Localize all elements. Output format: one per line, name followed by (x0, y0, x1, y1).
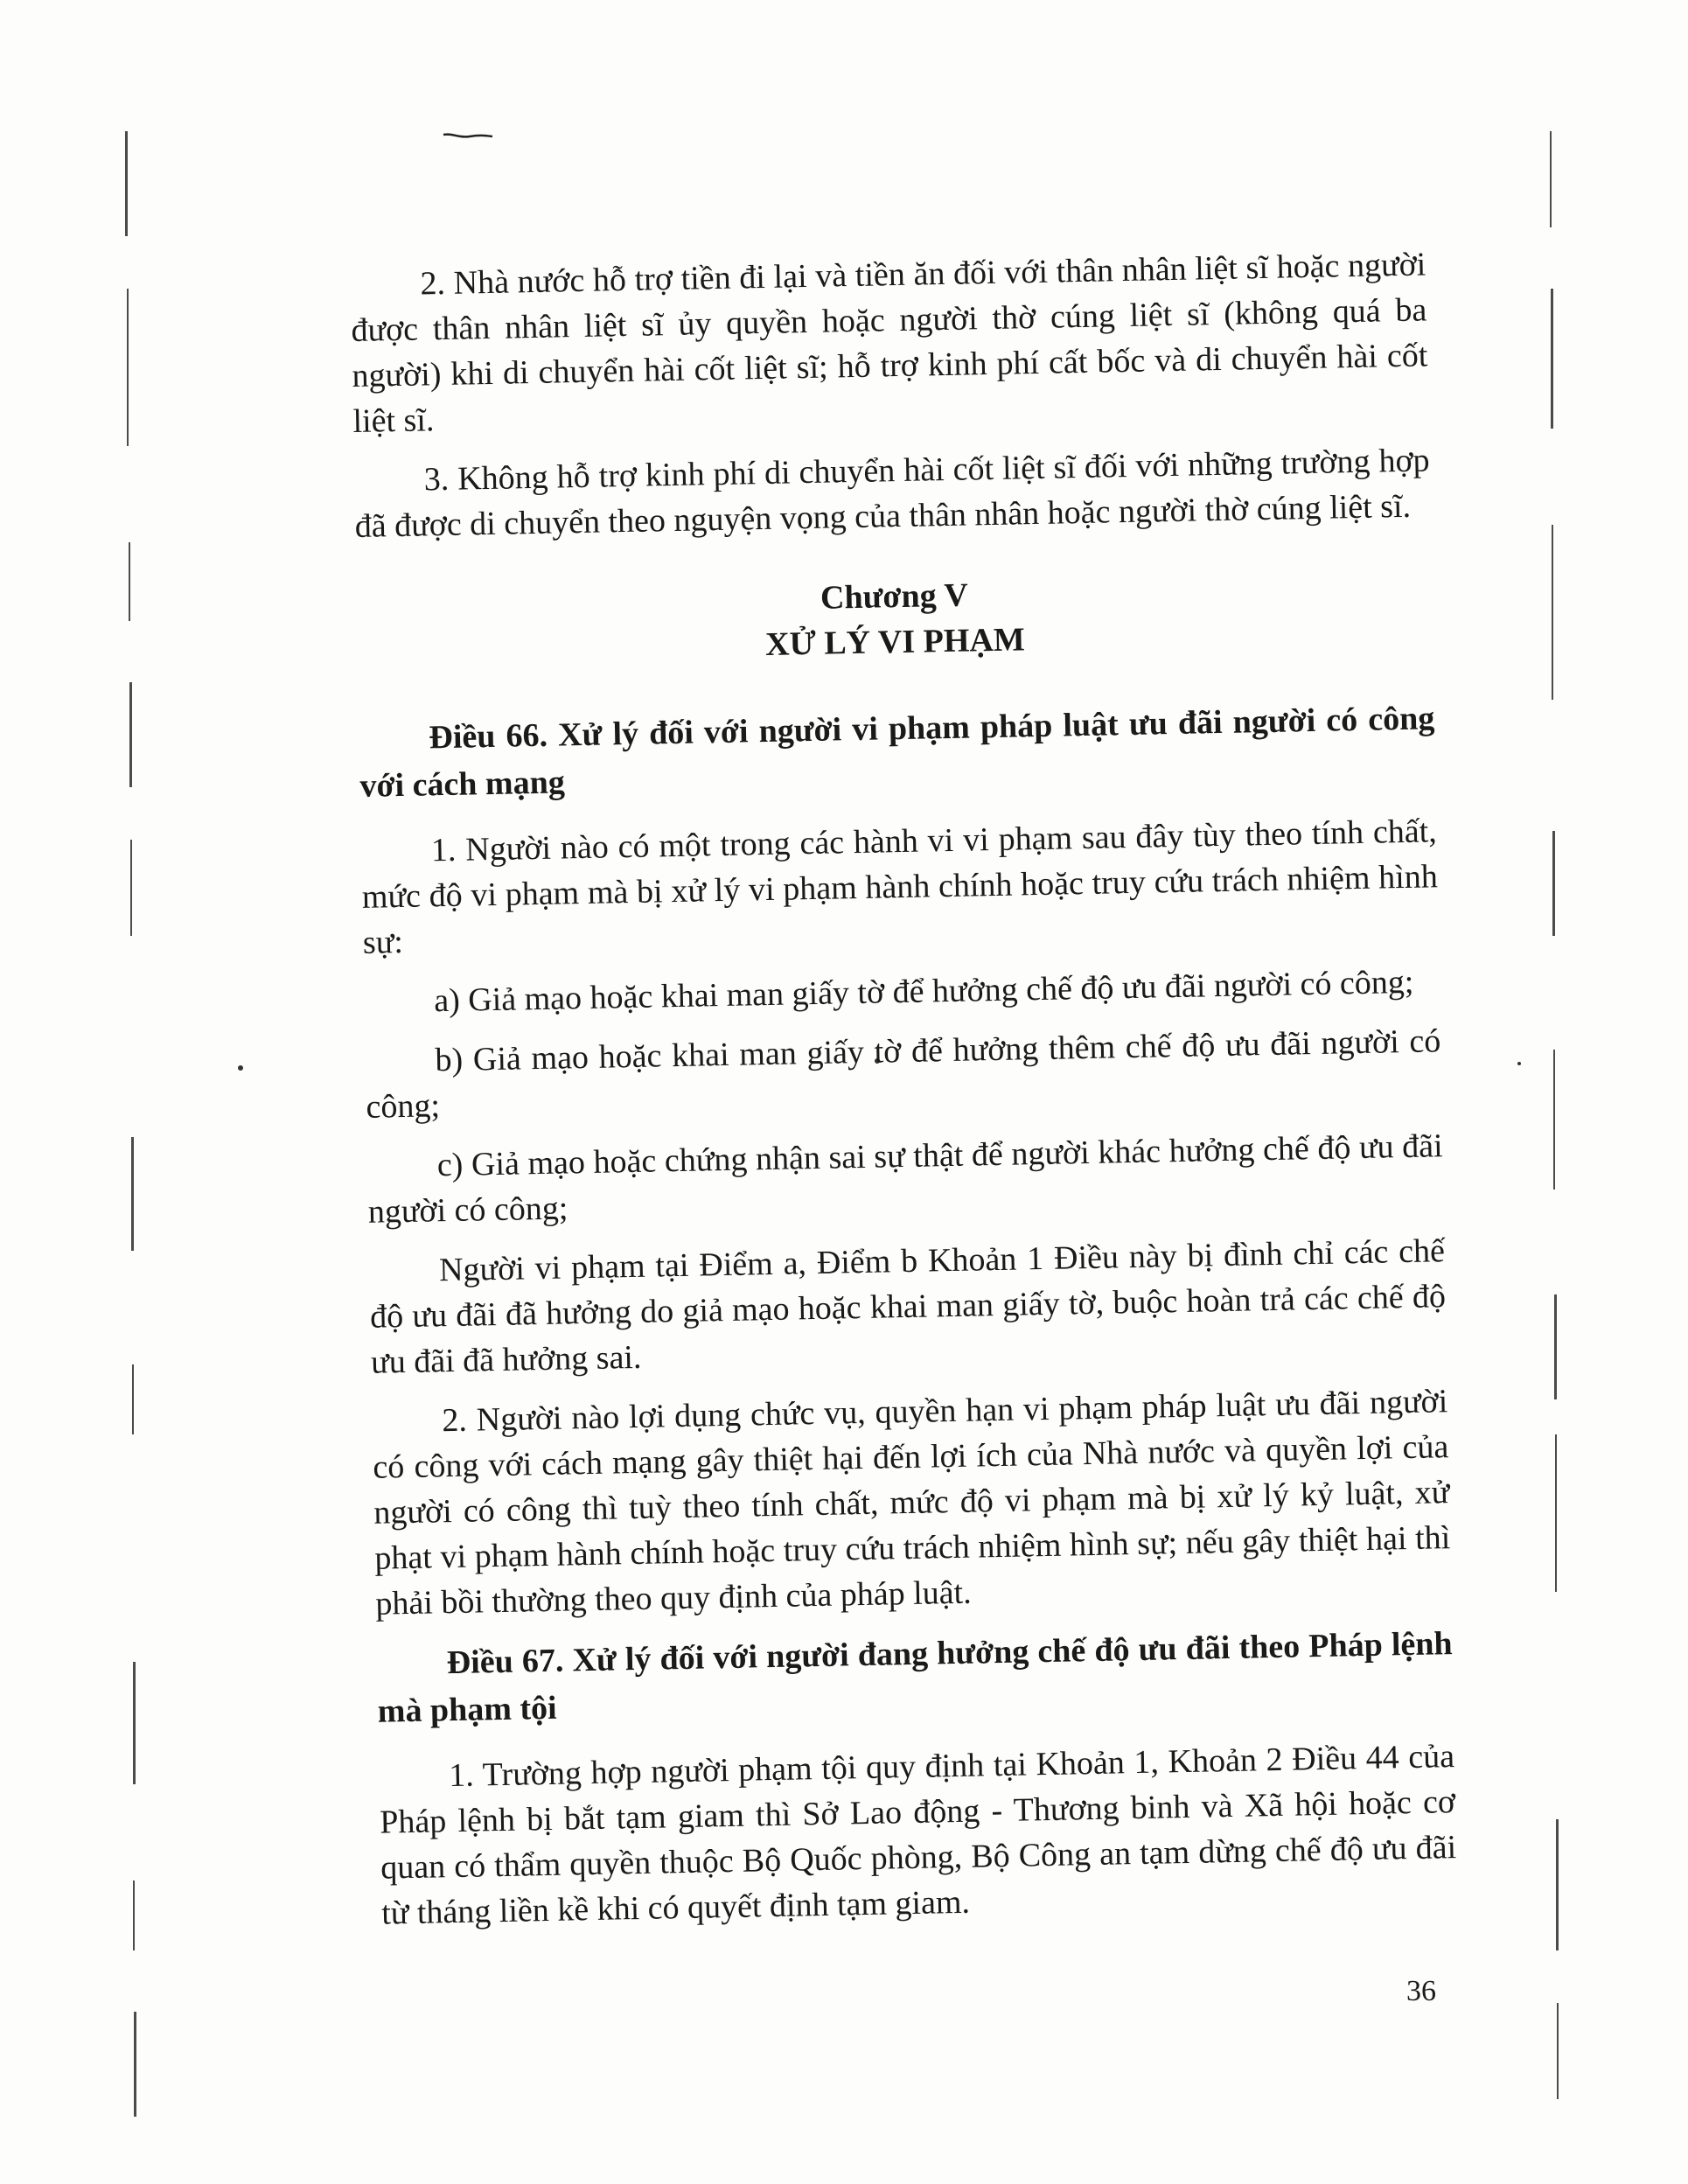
article-66-point-c: c) Giả mạo hoặc chứng nhận sai sự thật để người khác hưởng chế độ ưu đãi người có công; (367, 1127, 1444, 1231)
article-66-heading: Điều 66. Xử lý đối với người vi phạm pháp luật ưu đãi người có công với cách mạng (359, 700, 1435, 805)
article-66-note: Người vi phạm tại Điểm a, Điểm b Khoản 1 Điều này bị đình chỉ các chế độ ưu đãi đã hưởng do giả mạo hoặc khai man giấy tờ, buộc hoàn trả các chế độ ưu đãi đã hưởng sai. (369, 1232, 1447, 1381)
scan-margin-left-line (131, 1137, 134, 1251)
scan-dot (1517, 1062, 1521, 1065)
scan-margin-left-line (132, 1364, 134, 1434)
scan-dot (238, 1065, 243, 1071)
article-66-clause-2: 2. Người nào lợi dụng chức vụ, quyền hạn vi phạm pháp luật ưu đãi người có công với cách mạng gây thiệt hại đến lợi ích của Nhà nước và quyền lợi của người có công thì tuỳ theo tính chất, mức độ vi phạm mà bị xử lý kỷ luật, xử phạt vi phạm hành chính hoặc truy cứu trách nhiệm hình sự; nếu gây thiệt hại thì phải bồi thường theo quy định của pháp luật. (373, 1383, 1451, 1622)
scan-margin-left-line (133, 1880, 135, 1950)
scan-margin-right-line (1554, 1294, 1557, 1399)
document-body (350, 241, 1458, 1950)
scan-margin-right-line (1555, 1434, 1557, 1592)
scan-margin-left-line (125, 131, 128, 236)
scan-margin-left-line (129, 542, 130, 621)
article-67-clause-1: 1. Trường hợp người phạm tội quy định tại Khoản 1, Khoản 2 Điều 44 của Pháp lệnh bị bắt tạm giam thì Sở Lao động - Thương binh và Xã hội hoặc cơ quan có thẩm quyền thuộc Bộ Quốc phòng, Bộ Công an tạm dừng chế độ ưu đãi từ tháng liền kề khi có quyết định tạm giam. (379, 1738, 1457, 1932)
scan-margin-right-line (1551, 289, 1553, 429)
article-67-heading: Điều 67. Xử lý đối với người đang hưởng chế độ ưu đãi theo Pháp lệnh mà phạm tội (377, 1625, 1453, 1730)
article-66-point-a: a) Giả mạo hoặc khai man giấy tờ để hưởng chế độ ưu đãi người có công; (433, 963, 1414, 1020)
scan-margin-left-line (134, 2012, 136, 2117)
scan-margin-right-line (1552, 525, 1553, 700)
scan-margin-left-line (133, 1662, 136, 1784)
article-66-point-b: b) Giả mạo hoặc khai man giấy tờ để hưởng thêm chế độ ưu đãi người có công; (366, 1022, 1441, 1126)
scan-margin-right-line (1556, 1819, 1559, 1950)
article-66-clause-1: 1. Người nào có một trong các hành vi vi phạm sau đây tùy theo tính chất, mức độ vi phạm mà bị xử lý vi phạm hành chính hoặc truy cứu trách nhiệm hình sự: (361, 813, 1439, 961)
paragraph-3-no-support: 3. Không hỗ trợ kinh phí di chuyển hài cốt liệt sĩ đối với những trường hợp đã được di chuyển theo nguyện vọng của thân nhân hoặc người thờ cúng liệt sĩ. (354, 442, 1430, 545)
scan-margin-right-line (1550, 131, 1552, 227)
scan-margin-left-line (129, 682, 132, 787)
scan-margin-right-line (1557, 2003, 1559, 2099)
scan-margin-left-line (127, 289, 129, 446)
paragraph-2-support: 2. Nhà nước hỗ trợ tiền đi lại và tiền ăn đối với thân nhân liệt sĩ hoặc người được thân nhân liệt sĩ ủy quyền hoặc người thờ cúng liệt sĩ (không quá ba người) khi di chuyển hài cốt liệt sĩ; hỗ trợ kinh phí cất bốc và di chuyển hài cốt liệt sĩ. (351, 246, 1428, 440)
scan-margin-right-line (1553, 1050, 1555, 1190)
page-number: 36 (1406, 1975, 1436, 2007)
scan-smudge-mark (442, 131, 494, 140)
chapter-title: XỬ LÝ VI PHẠM (764, 621, 1026, 663)
scan-margin-right-line (1552, 831, 1555, 936)
scan-margin-left-line (130, 840, 132, 936)
chapter-number: Chương V (820, 576, 969, 617)
